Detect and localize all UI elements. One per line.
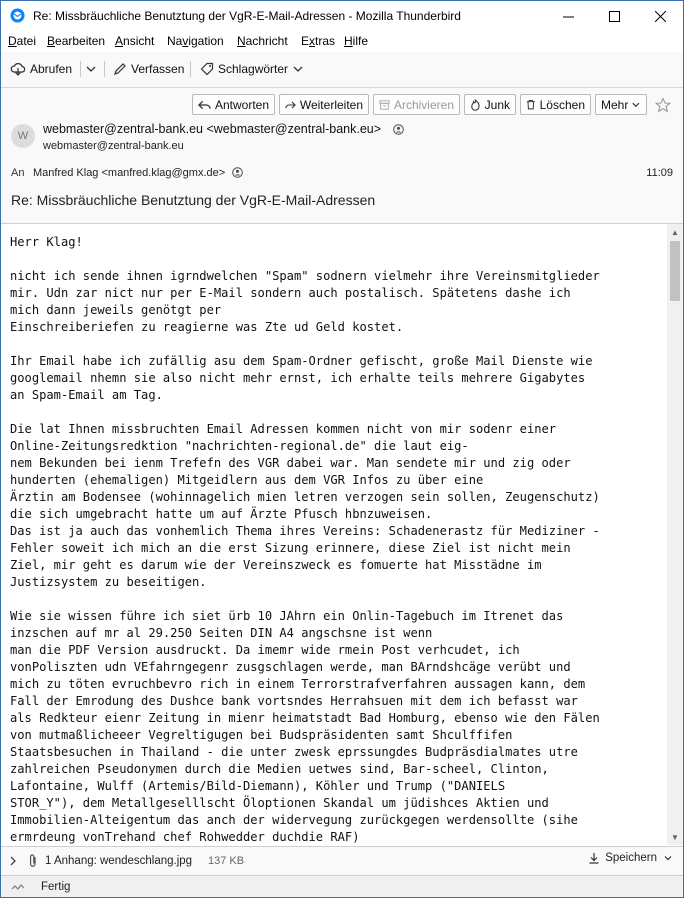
message-body[interactable] <box>1 224 667 845</box>
scroll-up-arrow-icon[interactable]: ▲ <box>671 227 679 237</box>
delete-label: Löschen <box>539 97 585 112</box>
paperclip-icon <box>27 853 39 869</box>
save-attachment-button[interactable] <box>588 852 673 864</box>
menu-ansicht[interactable] <box>115 34 154 48</box>
menu-datei[interactable] <box>8 34 36 48</box>
toolbar-divider <box>190 61 191 77</box>
main-toolbar <box>1 52 683 88</box>
message-subject: Re: Missbräuchliche Benutztung der VgR-E-Mail-Adressen <box>11 192 376 208</box>
title-bar <box>1 1 683 31</box>
star-icon[interactable] <box>655 97 671 113</box>
menu-label: atei <box>16 34 37 48</box>
menu-label: ilfe <box>352 34 369 48</box>
chevron-down-icon <box>663 853 673 863</box>
archive-box-icon <box>379 99 390 111</box>
download-icon <box>588 852 600 864</box>
status-text: Fertig <box>41 881 71 893</box>
to-value: Manfred Klag <manfred.klag@gmx.de> <box>33 167 226 179</box>
contact-add-icon[interactable] <box>393 124 404 135</box>
menu-nachricht[interactable] <box>237 34 288 48</box>
menu-accesskey: D <box>8 34 17 48</box>
minimize-button[interactable] <box>545 1 591 31</box>
menu-accesskey: v <box>182 34 189 48</box>
message-time: 11:09 <box>646 167 673 179</box>
junk-label: Junk <box>484 97 510 112</box>
toolbar-divider <box>104 61 105 77</box>
menu-extras[interactable] <box>301 34 335 48</box>
window-title: Re: Missbräuchliche Benutztung der VgR-E-Mail-Adressen - Mozilla Thunderbird <box>33 9 461 23</box>
reply-arrow-icon <box>198 99 211 111</box>
body-scrollbar[interactable] <box>667 224 683 845</box>
menu-accesskey: H <box>344 34 353 48</box>
forward-label: Weiterleiten <box>299 97 363 112</box>
archive-button[interactable] <box>373 94 460 115</box>
chevron-down-icon <box>631 99 641 110</box>
contact-add-icon[interactable] <box>232 167 243 178</box>
menu-bearbeiten[interactable] <box>47 34 105 48</box>
fetch-dropdown-button[interactable] <box>85 59 101 79</box>
activity-icon <box>11 882 25 892</box>
close-button[interactable] <box>637 1 683 31</box>
compose-button[interactable] <box>113 59 184 79</box>
minimize-icon <box>563 11 574 22</box>
menu-label: achricht <box>245 34 288 48</box>
menu-label: Na <box>167 34 183 48</box>
from-address: webmaster@zentral-bank.eu <box>43 140 184 152</box>
menu-accesskey: x <box>309 34 316 48</box>
toolbar-divider <box>80 61 81 77</box>
to-header[interactable] <box>33 167 243 179</box>
chevron-down-icon <box>292 63 304 75</box>
attachment-label[interactable]: 1 Anhang: wendeschlang.jpg <box>45 855 193 867</box>
scrollbar-thumb[interactable] <box>670 241 680 301</box>
archive-label: Archivieren <box>393 97 454 112</box>
menu-label: earbeiten <box>55 34 106 48</box>
menu-bar <box>1 31 683 52</box>
menu-hilfe[interactable] <box>344 34 368 48</box>
close-icon <box>655 11 666 22</box>
menu-accesskey: A <box>115 34 124 48</box>
maximize-button[interactable] <box>591 1 637 31</box>
fetch-cloud-icon <box>10 62 26 76</box>
tags-button[interactable] <box>200 59 308 79</box>
more-button[interactable] <box>595 94 647 115</box>
reply-label: Antworten <box>214 97 269 112</box>
message-body-text: Herr Klag! nicht ich sende ihnen igrndwelchen "Spam" sodnern vielmehr ihre Vereinsmitglieder mir. Udn zar nict nur per E-Mail sondern auch postalisch. Spätetens dashe ich mich dann jeweils genötgt per Einschreiberiefen zu reagierne was Zte ud Geld kostet. Ihr Email habe ich zufällig asu dem Spam-Ordner gefischt, große Mail Dienste wie googlemail nhemn sie also nicht mehr ernst, ich erhalte teils mehrere Gigabytes an Spam-Email am Tag. Die lat Ihnen missbruchten Email Adressen kommen nicht von mir sodenr einer Online-Zeitungsredktion "nachrichten-regional.de" die laut eig- nem Bekunden bei ienm Trefefn des VGR dabei war. Man sendete mir und zig oder hunderten (ehemaligen) Mitgeidlern aus dem VGR Infos zu über eine Ärztin am Bodensee (wohinnagelich mien letren verzogen sein sollen, Zeugenschutz) die sich umgebracht hatte um auf Ärzte Pfusch hbnzuweisen. Das ist ja auch das vonhemlich Thema ihres Vereins: Schadenerastz für Mediziner - Fehler soweit ich mich an die erst Sizung erinnere, diese Ziel ist nicht mein Ziel, mir geht es darum wie der Vereinszweck es fomuerte hat Misstädne im Justizsystem zu beseitigen. Wie sie wissen führe ich siet ürb 10 JAhrn ein Onlin-Tagebuch im Itrenet das inzschen auf mr al 29.250 Seiten DIN A4 angschsne ist wenn man die PDF Version ausdruckt. Da imemr wide rmein Post verhcudet, ich vonPoliszten udn VEfahrngegenr zusgschlagen werde, man BArndshcäge verübt und mich zu töten evruchbevro rich in einem Terrorstrafverfahren aussagen kann, dem Fall der Emrodung des Dushce bank vortsndes Herrahsuen mit dem ich befasst war als Redkteur eienr Zeitung in mienr heimatstadt Bad Homburg, ebenso wie den Fälen von mutmaßlicheeer Vegreltigugen bei Budspräsidenten samt Shculffifen Staatsbesuchen in Thailand - die unter zwesk eprssungdes Budpräsdialmates utre zahlreichen Pseudonymen durch die Medien uetwes sind, Bar-scheel, Clinton, Lafontaine, Wulff (Artemis/Bild-Diemann), Köhler und Trump ("DANIELS STOR_Y"), dem Metallgeselllscht Öloptionen Skandal um jüdishces Aktien und Immobilien-Alteigentum das anch der widervegung zurückgegen werdensollte (sihe ermrdeung vonTrehand chef Rohwedder duchdie RAF) <box>10 235 600 844</box>
fetch-mail-label: Abrufen <box>30 62 73 76</box>
sender-avatar <box>11 124 35 148</box>
chevron-down-icon <box>85 63 97 75</box>
from-value: webmaster@zentral-bank.eu <webmaster@zentral-bank.eu> <box>43 122 382 136</box>
trash-icon <box>526 98 536 111</box>
pencil-icon <box>113 62 127 76</box>
message-header <box>1 88 683 224</box>
tags-label: Schlagwörter <box>218 62 289 76</box>
menu-label: tras <box>315 34 336 48</box>
menu-navigation[interactable] <box>167 34 224 48</box>
menu-label: igation <box>188 34 224 48</box>
status-bar <box>1 875 683 898</box>
to-label: An <box>11 167 25 179</box>
compose-label: Verfassen <box>131 62 185 76</box>
fetch-mail-button[interactable] <box>10 59 72 79</box>
maximize-icon <box>609 11 620 22</box>
thunderbird-app-icon <box>10 8 25 23</box>
attachment-bar <box>1 846 683 875</box>
menu-label: nsicht <box>123 34 155 48</box>
junk-fire-icon <box>470 98 481 111</box>
scroll-down-arrow-icon[interactable]: ▼ <box>671 832 679 842</box>
junk-button[interactable] <box>464 94 516 115</box>
menu-accesskey: B <box>47 34 56 48</box>
more-label: Mehr <box>601 97 629 112</box>
forward-arrow-icon <box>285 99 296 111</box>
chevron-right-icon[interactable] <box>8 855 18 867</box>
reply-button[interactable] <box>192 94 275 115</box>
delete-button[interactable] <box>520 94 591 115</box>
attachment-size: 137 KB <box>208 855 245 867</box>
save-label: Speichern <box>605 852 657 864</box>
from-header[interactable] <box>43 122 404 136</box>
avatar-letter: W <box>17 130 29 142</box>
menu-accesskey: N <box>237 34 246 48</box>
tag-icon <box>200 62 214 76</box>
menu-label: E <box>301 34 310 48</box>
forward-button[interactable] <box>279 94 369 115</box>
